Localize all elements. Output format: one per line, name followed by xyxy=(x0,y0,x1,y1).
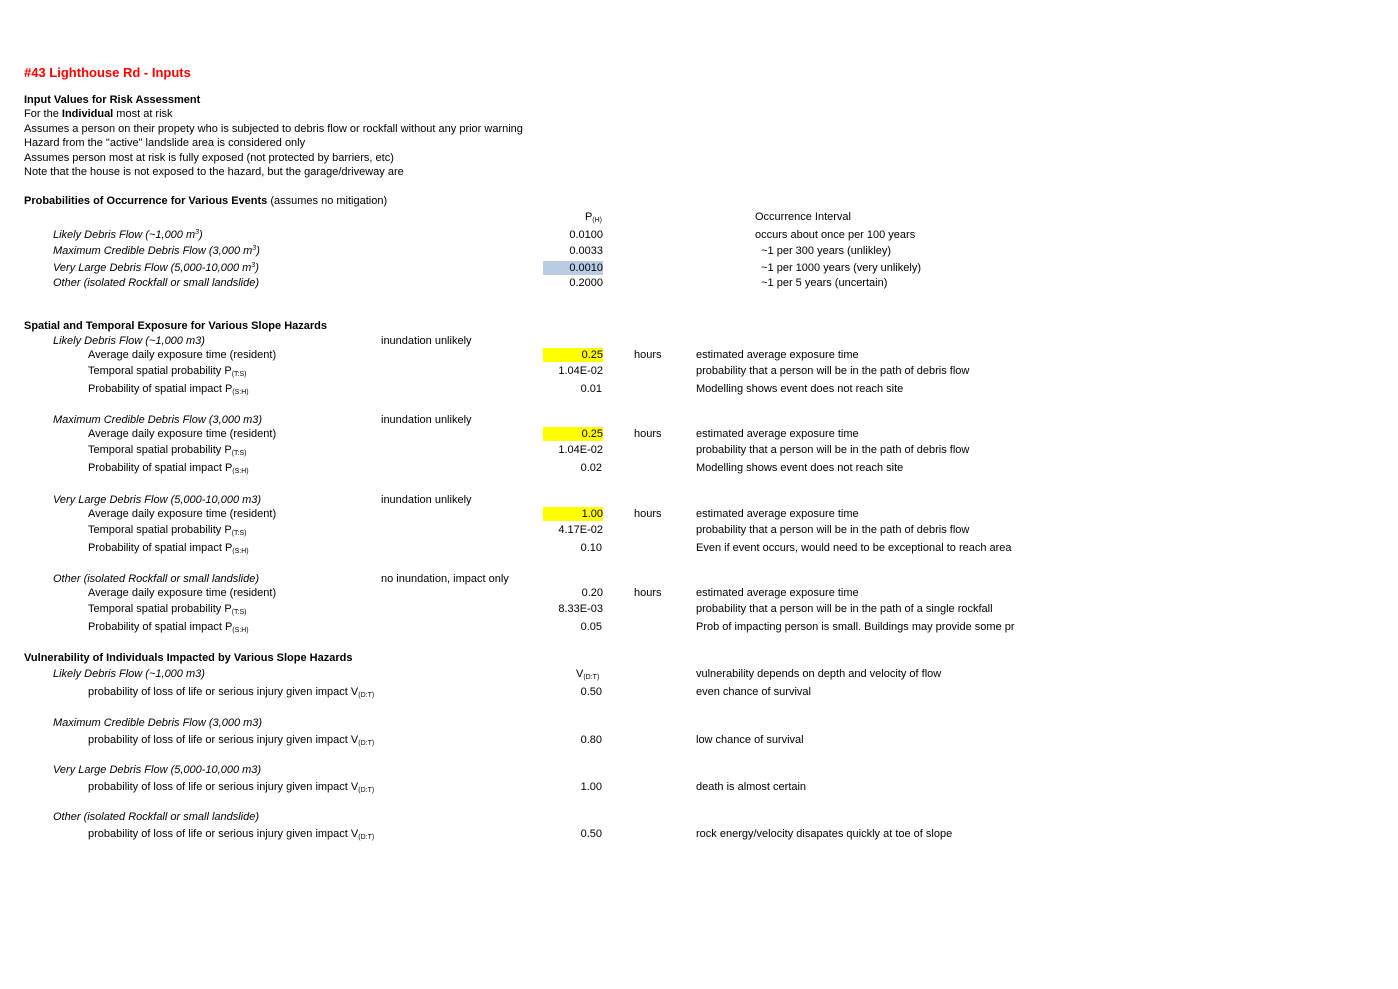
temporal-label-sub: (T:S) xyxy=(231,371,247,378)
p-symbol: P xyxy=(584,211,593,223)
intro-heading: Input Values for Risk Assessment xyxy=(24,94,201,106)
occurrence-interval-cell: ~1 per 5 years (uncertain) xyxy=(755,277,888,289)
vulnerability-desc: even chance of survival xyxy=(696,686,811,698)
exposure-unit: hours xyxy=(634,508,662,520)
vulnerability-label-sub: (D:T) xyxy=(358,787,375,794)
occurrence-row-label xyxy=(53,244,260,258)
unit-superscript: 3 xyxy=(252,245,257,252)
temporal-probability-value: 4.17E-02 xyxy=(558,524,603,536)
exposure-group-note: no inundation, impact only xyxy=(381,573,509,585)
spatial-label-sub: (S:H) xyxy=(232,548,249,555)
v-subscript: (D:T) xyxy=(583,674,600,681)
vulnerability-row-label xyxy=(88,780,374,794)
temporal-label-text: Temporal spatial probability P xyxy=(88,365,232,377)
exposure-group-name: Maximum Credible Debris Flow (3,000 m3) xyxy=(53,414,263,426)
occurrence-interval-cell: occurs about once per 100 years xyxy=(755,229,916,241)
temporal-probability-value: 8.33E-03 xyxy=(558,603,603,615)
vulnerability-row-label xyxy=(88,827,374,841)
vulnerability-group-name: Maximum Credible Debris Flow (3,000 m3) xyxy=(53,717,263,729)
temporal-label-text: Temporal spatial probability P xyxy=(88,524,232,536)
spatial-label-text: Probability of spatial impact P xyxy=(88,621,233,633)
p-subscript: (H) xyxy=(592,217,602,224)
temporal-probability-desc: probability that a person will be in the path of debris flow xyxy=(696,444,970,456)
intro-line-1-bold: Individual xyxy=(61,108,114,120)
vulnerability-value[interactable]: 1.00 xyxy=(580,781,602,793)
vulnerability-label-sub: (D:T) xyxy=(358,692,375,699)
vulnerability-label-text: probability of loss of life or serious injury given impact V xyxy=(88,686,359,698)
avg-exposure-label: Average daily exposure time (resident) xyxy=(88,508,277,520)
vulnerability-desc: low chance of survival xyxy=(696,734,804,746)
temporal-probability-desc: probability that a person will be in the path of a single rockfall xyxy=(696,603,993,615)
exposure-group-name: Other (isolated Rockfall or small landslide) xyxy=(53,573,260,585)
temporal-label-sub: (T:S) xyxy=(231,450,247,457)
vulnerability-row-label xyxy=(88,733,374,747)
vulnerability-value[interactable]: 0.50 xyxy=(580,828,602,840)
occurrence-row-label xyxy=(53,276,259,290)
v-symbol: V xyxy=(576,668,584,680)
exposure-group-note: inundation unlikely xyxy=(381,494,472,506)
exposure-unit: hours xyxy=(634,428,662,440)
vulnerability-desc: rock energy/velocity disapates quickly at toe of slope xyxy=(696,828,953,840)
vulnerability-heading: Vulnerability of Individuals Impacted by Various Slope Hazards xyxy=(24,652,353,664)
occurrence-row-label-text: Likely Debris Flow (~1,000 m xyxy=(53,229,196,241)
avg-exposure-desc: estimated average exposure time xyxy=(696,587,859,599)
temporal-probability-value: 1.04E-02 xyxy=(558,444,603,456)
vulnerability-col-v-header xyxy=(576,667,599,681)
occurrence-row-label-end: ) xyxy=(256,245,260,257)
temporal-probability-value: 1.04E-02 xyxy=(558,365,603,377)
intro-line-1 xyxy=(24,107,173,121)
occurrence-heading xyxy=(24,194,387,208)
occurrence-interval-cell: ~1 per 1000 years (very unlikely) xyxy=(755,262,921,274)
spatial-impact-desc: Modelling shows event does not reach site xyxy=(696,462,904,474)
occurrence-row-label-text: Other (isolated Rockfall or small landslide) xyxy=(53,277,260,289)
spatial-impact-label xyxy=(88,382,249,396)
spatial-impact-desc: Modelling shows event does not reach site xyxy=(696,383,904,395)
temporal-label-text: Temporal spatial probability P xyxy=(88,603,232,615)
vulnerability-label-text: probability of loss of life or serious injury given impact V xyxy=(88,828,359,840)
vulnerability-col-desc: vulnerability depends on depth and velocity of flow xyxy=(696,668,942,680)
spatial-label-sub: (S:H) xyxy=(232,468,249,475)
avg-exposure-label: Average daily exposure time (resident) xyxy=(88,587,277,599)
vulnerability-label-sub: (D:T) xyxy=(358,834,375,841)
temporal-label-text: Temporal spatial probability P xyxy=(88,444,232,456)
vulnerability-group-name: Likely Debris Flow (~1,000 m3) xyxy=(53,668,205,680)
exposure-unit: hours xyxy=(634,349,662,361)
vulnerability-label-text: probability of loss of life or serious injury given impact V xyxy=(88,781,359,793)
occurrence-row-label-text: Very Large Debris Flow (5,000-10,000 m xyxy=(53,262,252,274)
avg-exposure-desc: estimated average exposure time xyxy=(696,508,859,520)
exposure-group-name: Very Large Debris Flow (5,000-10,000 m3) xyxy=(53,494,262,506)
spatial-label-sub: (S:H) xyxy=(232,389,249,396)
vulnerability-row-label xyxy=(88,685,374,699)
avg-exposure-desc: estimated average exposure time xyxy=(696,349,859,361)
spatial-impact-value[interactable]: 0.02 xyxy=(580,462,602,474)
spatial-impact-value[interactable]: 0.10 xyxy=(580,542,602,554)
vulnerability-label-sub: (D:T) xyxy=(358,740,375,747)
vulnerability-value[interactable]: 0.50 xyxy=(580,686,602,698)
vulnerability-desc: death is almost certain xyxy=(696,781,807,793)
occurrence-probability-cell[interactable]: 0.2000 xyxy=(569,277,603,289)
spatial-impact-desc: Even if event occurs, would need to be exceptional to reach area xyxy=(696,542,1012,554)
temporal-probability-label xyxy=(88,602,246,616)
occurrence-row-label xyxy=(53,228,203,242)
vulnerability-group-name: Very Large Debris Flow (5,000-10,000 m3) xyxy=(53,764,262,776)
spatial-impact-label xyxy=(88,461,249,475)
avg-exposure-label: Average daily exposure time (resident) xyxy=(88,349,277,361)
vulnerability-value[interactable]: 0.80 xyxy=(580,734,602,746)
spatial-impact-label xyxy=(88,620,249,634)
occurrence-row-label-end: ) xyxy=(199,229,203,241)
exposure-unit: hours xyxy=(634,587,662,599)
temporal-probability-label xyxy=(88,443,246,457)
exposure-group-name: Likely Debris Flow (~1,000 m3) xyxy=(53,335,205,347)
occurrence-probability-cell[interactable]: 0.0033 xyxy=(569,245,603,257)
spatial-label-text: Probability of spatial impact P xyxy=(88,462,233,474)
page-title: #43 Lighthouse Rd - Inputs xyxy=(24,65,191,80)
avg-exposure-label: Average daily exposure time (resident) xyxy=(88,428,277,440)
spatial-label-sub: (S:H) xyxy=(232,627,249,634)
occurrence-probability-cell[interactable]: 0.0010 xyxy=(543,261,603,275)
spatial-impact-label xyxy=(88,541,249,555)
occurrence-heading-text: Probabilities of Occurrence for Various Events xyxy=(24,195,268,207)
occurrence-col-interval-header: Occurrence Interval xyxy=(755,211,851,223)
temporal-label-sub: (T:S) xyxy=(231,609,247,616)
intro-line-2: Assumes a person on their propety who is subjected to debris flow or rockfall without any prior warning xyxy=(24,123,523,135)
occurrence-probability-cell[interactable]: 0.0100 xyxy=(569,229,603,241)
vulnerability-label-text: probability of loss of life or serious injury given impact V xyxy=(88,734,359,746)
avg-exposure-input[interactable]: 1.00 xyxy=(543,507,603,521)
spatial-impact-value[interactable]: 0.01 xyxy=(580,383,602,395)
avg-exposure-desc: estimated average exposure time xyxy=(696,428,859,440)
temporal-probability-desc: probability that a person will be in the path of debris flow xyxy=(696,524,970,536)
exposure-group-note: inundation unlikely xyxy=(381,335,472,347)
occurrence-interval-cell: ~1 per 300 years (unlikley) xyxy=(755,245,892,257)
avg-exposure-input[interactable]: 0.25 xyxy=(543,348,603,362)
spatial-impact-value[interactable]: 0.05 xyxy=(580,621,602,633)
occurrence-row-label-end: ) xyxy=(255,262,259,274)
temporal-label-sub: (T:S) xyxy=(231,530,247,537)
unit-superscript: 3 xyxy=(251,262,256,269)
temporal-probability-label xyxy=(88,523,246,537)
spatial-label-text: Probability of spatial impact P xyxy=(88,542,233,554)
occurrence-row-label xyxy=(53,261,259,275)
exposure-group-note: inundation unlikely xyxy=(381,414,472,426)
intro-line-1-pre: For the xyxy=(24,108,62,120)
avg-exposure-input[interactable]: 0.25 xyxy=(543,427,603,441)
occurrence-heading-note: (assumes no mitigation) xyxy=(267,195,388,207)
intro-line-1-post: most at risk xyxy=(113,108,173,120)
temporal-probability-label xyxy=(88,364,246,378)
avg-exposure-input[interactable]: 0.20 xyxy=(581,587,603,599)
vulnerability-group-name: Other (isolated Rockfall or small landslide) xyxy=(53,811,260,823)
occurrence-row-label-text: Maximum Credible Debris Flow (3,000 m xyxy=(53,245,253,257)
intro-line-3: Hazard from the "active" landslide area is considered only xyxy=(24,137,306,149)
occurrence-col-p-header xyxy=(540,210,602,224)
exposure-heading: Spatial and Temporal Exposure for Various Slope Hazards xyxy=(24,320,327,332)
intro-line-5: Note that the house is not exposed to the hazard, but the garage/driveway are xyxy=(24,166,404,178)
spatial-impact-desc: Prob of impacting person is small. Buildings may provide some pr xyxy=(696,621,1015,633)
intro-line-4: Assumes person most at risk is fully exposed (not protected by barriers, etc) xyxy=(24,152,394,164)
unit-superscript: 3 xyxy=(195,229,200,236)
spatial-label-text: Probability of spatial impact P xyxy=(88,383,233,395)
temporal-probability-desc: probability that a person will be in the path of debris flow xyxy=(696,365,970,377)
